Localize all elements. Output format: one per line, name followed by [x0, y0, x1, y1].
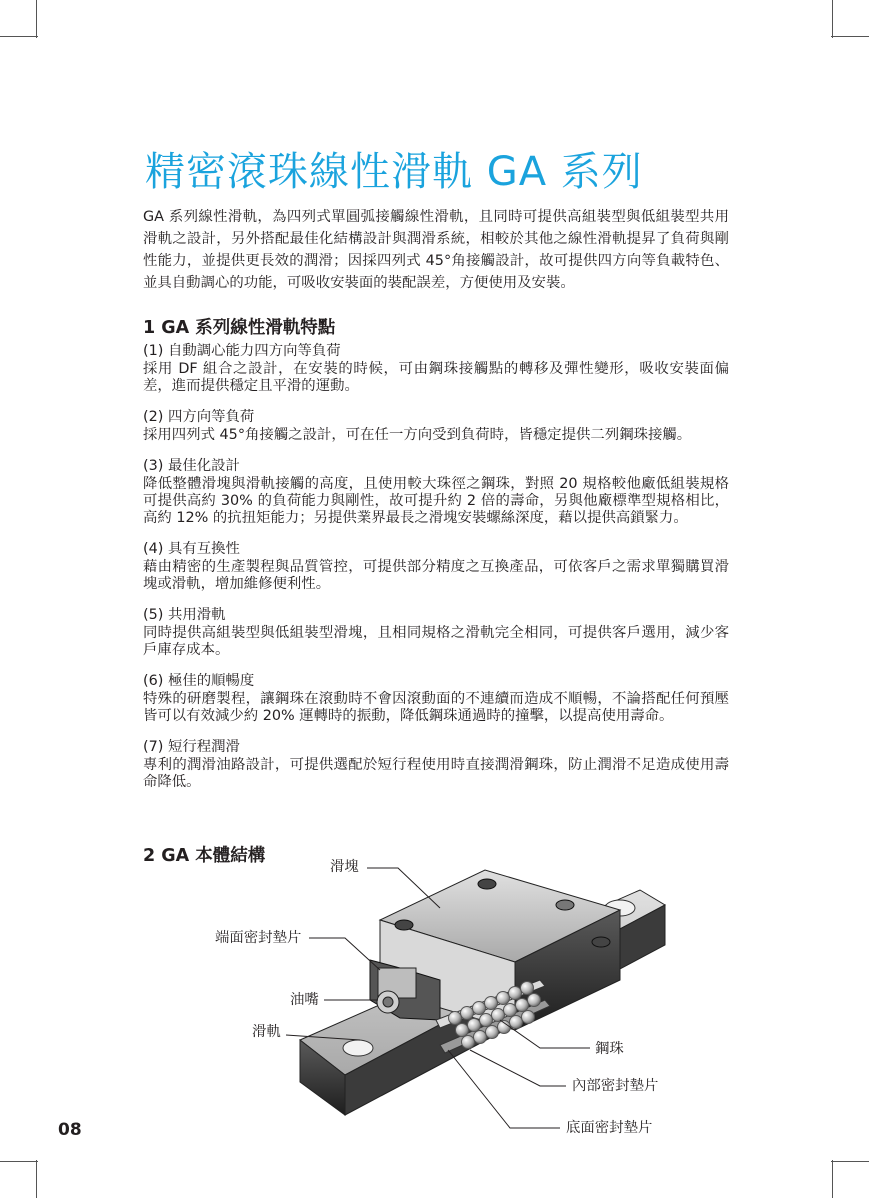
intro-paragraph: GA 系列線性滑軌，為四列式單圓弧接觸線性滑軌，且同時可提供高組裝型與低組裝型共用滑軌之設計，另外搭配最佳化結構設計與潤滑系統，相較於其他之線性滑軌提昇了負荷與剛性能力，並提供更長效的潤滑；因採四列式 45°角接觸設計，故可提供四方向等負載特色、並具自動調心的功能，可吸收安裝面的裝配誤差，方便使用及安裝。	[143, 209, 729, 291]
grease-nipple-shape	[377, 991, 399, 1013]
label-block: 滑塊	[330, 859, 359, 875]
feature-body: 藉由精密的生產製程與品質管控，可提供部分精度之互換產品，可依客戶之需求單獨購買滑塊或滑軌，增加維修便利性。	[143, 559, 729, 592]
feature-item	[143, 738, 729, 791]
label-rail: 滑軌	[252, 1024, 281, 1040]
label-bottom-seal: 底面密封墊片	[566, 1120, 653, 1136]
feature-item	[143, 606, 729, 659]
page-number: 08	[58, 1120, 82, 1140]
feature-body: 同時提供高組裝型與低組裝型滑塊，且相同規格之滑軌完全相同，可提供客戶選用，減少客戶庫存成本。	[143, 625, 729, 658]
feature-title: (4) 具有互換性	[143, 541, 240, 557]
feature-item	[143, 457, 729, 527]
feature-body: 專利的潤滑油路設計，可提供選配於短行程使用時直接潤滑鋼珠，防止潤滑不足造成使用壽命降低。	[143, 757, 729, 790]
feature-title: (5) 共用滑軌	[143, 607, 226, 623]
crop-mark	[0, 36, 38, 37]
section-heading-features: 1 GA 系列線性滑軌特點	[143, 318, 336, 338]
structure-diagram	[0, 850, 869, 1150]
crop-mark	[36, 0, 37, 38]
feature-title: (3) 最佳化設計	[143, 458, 240, 474]
section-heading-structure: 2 GA 本體結構	[143, 846, 266, 866]
label-balls: 鋼珠	[595, 1041, 624, 1057]
feature-title: (2) 四方向等負荷	[143, 409, 255, 425]
linear-guide-illustration	[0, 850, 869, 1150]
feature-item	[143, 342, 729, 395]
feature-title: (7) 短行程潤滑	[143, 739, 240, 755]
crop-mark	[832, 0, 833, 38]
feature-body: 採用 DF 組合之設計，在安裝的時候，可由鋼珠接觸點的轉移及彈性變形，吸收安裝面偏差，進而提供穩定且平滑的運動。	[143, 361, 729, 394]
feature-title: (1) 自動調心能力四方向等負荷	[143, 343, 341, 359]
crop-mark	[36, 1160, 37, 1198]
page-title: 精密滾珠線性滑軌 GA 系列	[145, 149, 643, 195]
crop-mark	[831, 1161, 869, 1162]
feature-item	[143, 672, 729, 725]
label-inner-seal: 內部密封墊片	[572, 1078, 659, 1094]
feature-body: 降低整體滑塊與滑軌接觸的高度，且使用較大珠徑之鋼珠，對照 20 規格較他廠低組裝規格可提供高約 30% 的負荷能力與剛性，故可提升約 2 倍的壽命，另與他廠標準型規格相比，高約 12% 的抗扭矩能力；另提供業界最長之滑塊安裝螺絲深度，藉以提供高鎖緊力。	[143, 476, 729, 526]
label-grease-nipple: 油嘴	[290, 992, 319, 1008]
feature-body: 特殊的研磨製程，讓鋼珠在滾動時不會因滾動面的不連續而造成不順暢，不論搭配任何預壓皆可以有效減少約 20% 運轉時的振動，降低鋼珠通過時的撞擊，以提高使用壽命。	[143, 691, 729, 724]
feature-title: (6) 極佳的順暢度	[143, 673, 255, 689]
crop-mark	[0, 1161, 38, 1162]
crop-mark	[831, 36, 869, 37]
label-end-seal: 端面密封墊片	[215, 930, 302, 946]
feature-body: 採用四列式 45°角接觸之設計，可在任一方向受到負荷時，皆穩定提供二列鋼珠接觸。	[143, 427, 692, 443]
crop-mark	[832, 1160, 833, 1198]
feature-item	[143, 540, 729, 593]
feature-item	[143, 408, 729, 444]
feature-list	[143, 342, 729, 804]
